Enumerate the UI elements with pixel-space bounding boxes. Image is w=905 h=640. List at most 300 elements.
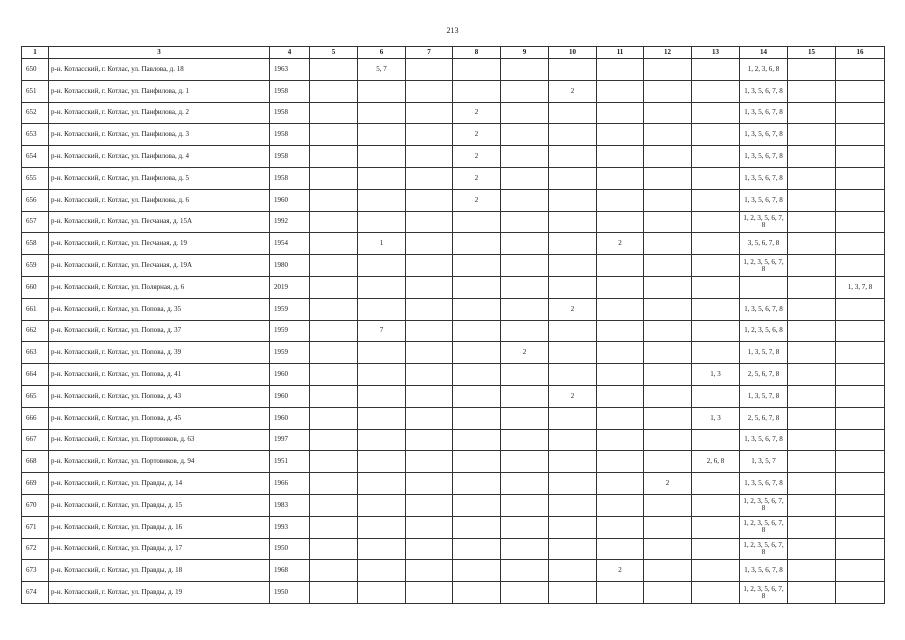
table-cell (644, 233, 692, 255)
table-cell (310, 429, 358, 451)
table-cell: 2 (453, 167, 501, 189)
table-cell (358, 342, 406, 364)
table-cell: 1960 (270, 407, 310, 429)
table-cell (788, 255, 836, 277)
table-cell: 3, 5, 6, 7, 8 (740, 233, 788, 255)
table-cell (310, 211, 358, 233)
table-header (22, 47, 885, 59)
table-cell: 1, 2, 3, 5, 6, 7, 8 (740, 538, 788, 560)
table-cell (836, 494, 885, 516)
table-cell (692, 167, 740, 189)
column-header: 10 (549, 47, 597, 59)
table-cell: 2 (549, 298, 597, 320)
table-cell (692, 255, 740, 277)
table-cell: р-н. Котласский, г. Котлас, ул. Панфилова, д. 5 (49, 167, 270, 189)
table-cell (597, 80, 644, 102)
table-cell (453, 582, 501, 604)
table-cell (644, 102, 692, 124)
table-cell: 7 (358, 320, 406, 342)
table-cell (406, 494, 453, 516)
table-cell (644, 538, 692, 560)
table-cell: 2019 (270, 276, 310, 298)
table-cell (788, 167, 836, 189)
table-cell: р-н. Котласский, г. Котлас, ул. Павлова, д. 18 (49, 59, 270, 81)
table-cell: р-н. Котласский, г. Котлас, ул. Песчаная, д. 19А (49, 255, 270, 277)
table-cell (597, 211, 644, 233)
table-row (22, 516, 885, 538)
table-cell: 1, 2, 3, 5, 6, 7, 8 (740, 516, 788, 538)
table-cell: 1993 (270, 516, 310, 538)
table-cell: р-н. Котласский, г. Котлас, ул. Правды, д. 19 (49, 582, 270, 604)
table-cell: 1960 (270, 364, 310, 386)
table-cell (549, 473, 597, 495)
column-header: 1 (22, 47, 49, 59)
table-row (22, 167, 885, 189)
table-cell (692, 320, 740, 342)
table-cell: 1, 3, 5, 7, 8 (740, 385, 788, 407)
table-cell (597, 124, 644, 146)
table-cell (406, 364, 453, 386)
table-cell (501, 276, 549, 298)
table-row (22, 494, 885, 516)
table-cell (310, 233, 358, 255)
table-cell: 1 (358, 233, 406, 255)
table-cell (310, 124, 358, 146)
table-cell (788, 320, 836, 342)
column-header: 14 (740, 47, 788, 59)
table-cell: р-н. Котласский, г. Котлас, ул. Попова, д. 43 (49, 385, 270, 407)
table-cell (358, 211, 406, 233)
table-cell (644, 451, 692, 473)
table-cell: 655 (22, 167, 49, 189)
table-cell (406, 124, 453, 146)
table-cell (692, 342, 740, 364)
table-cell (549, 516, 597, 538)
table-cell: 2 (549, 80, 597, 102)
table-cell (501, 364, 549, 386)
table-cell: 1959 (270, 298, 310, 320)
table-cell (310, 298, 358, 320)
table-cell: 1, 3, 5, 6, 7, 8 (740, 429, 788, 451)
table-cell: 654 (22, 146, 49, 168)
table-cell: 1, 3, 5, 6, 7, 8 (740, 189, 788, 211)
table-cell (788, 582, 836, 604)
table-cell (644, 429, 692, 451)
table-row (22, 233, 885, 255)
table-cell (788, 80, 836, 102)
table-cell (549, 582, 597, 604)
table-cell: 670 (22, 494, 49, 516)
table-cell (501, 385, 549, 407)
table-cell: 2 (453, 189, 501, 211)
table-cell (310, 146, 358, 168)
table-cell (310, 276, 358, 298)
table-cell: 671 (22, 516, 49, 538)
table-cell: 1, 2, 3, 5, 6, 7, 8 (740, 211, 788, 233)
table-cell: 1968 (270, 560, 310, 582)
table-cell (692, 429, 740, 451)
table-cell (836, 255, 885, 277)
column-header: 3 (49, 47, 270, 59)
table-row (22, 298, 885, 320)
table-cell (549, 233, 597, 255)
table-cell (788, 233, 836, 255)
table-cell: р-н. Котласский, г. Котлас, ул. Панфилова, д. 1 (49, 80, 270, 102)
table-cell (836, 582, 885, 604)
table-cell: р-н. Котласский, г. Котлас, ул. Попова, д. 41 (49, 364, 270, 386)
table-row (22, 538, 885, 560)
table-row (22, 473, 885, 495)
table-row (22, 342, 885, 364)
table-cell: 669 (22, 473, 49, 495)
table-cell: 2, 5, 6, 7, 8 (740, 364, 788, 386)
table-cell (692, 59, 740, 81)
table-cell: 663 (22, 342, 49, 364)
table-cell: 1950 (270, 582, 310, 604)
table-cell (788, 429, 836, 451)
table-cell (501, 429, 549, 451)
table-cell (597, 189, 644, 211)
table-row (22, 255, 885, 277)
table-cell (644, 516, 692, 538)
table-cell (692, 560, 740, 582)
column-header: 13 (692, 47, 740, 59)
table-cell (453, 516, 501, 538)
table-cell: 1958 (270, 124, 310, 146)
table-cell (453, 429, 501, 451)
table-cell: 658 (22, 233, 49, 255)
table-cell (788, 59, 836, 81)
table-cell (836, 298, 885, 320)
table-cell: 1, 3, 5, 7, 8 (740, 342, 788, 364)
table-row (22, 80, 885, 102)
table-cell (310, 582, 358, 604)
table-cell (358, 516, 406, 538)
table-cell (597, 342, 644, 364)
table-cell: 1, 2, 3, 5, 6, 7, 8 (740, 255, 788, 277)
table-cell (597, 451, 644, 473)
table-cell (406, 298, 453, 320)
table-cell (358, 146, 406, 168)
table-cell: 673 (22, 560, 49, 582)
table-cell (644, 167, 692, 189)
table-cell (597, 516, 644, 538)
table-cell: 2 (453, 102, 501, 124)
table-cell: р-н. Котласский, г. Котлас, ул. Полярная, д. 6 (49, 276, 270, 298)
table-row (22, 364, 885, 386)
column-header: 11 (597, 47, 644, 59)
table-cell (358, 80, 406, 102)
table-cell: 661 (22, 298, 49, 320)
table-cell (644, 146, 692, 168)
table-cell (692, 538, 740, 560)
table-cell (501, 582, 549, 604)
table-cell (788, 516, 836, 538)
table-cell (644, 298, 692, 320)
table-cell: р-н. Котласский, г. Котлас, ул. Попова, д. 39 (49, 342, 270, 364)
table-cell (453, 320, 501, 342)
table-cell (597, 407, 644, 429)
table-cell: 1980 (270, 255, 310, 277)
table-cell (788, 494, 836, 516)
table-cell (788, 298, 836, 320)
table-cell: 650 (22, 59, 49, 81)
table-cell (692, 494, 740, 516)
table-row (22, 146, 885, 168)
table-cell (644, 407, 692, 429)
table-cell (358, 255, 406, 277)
table-cell (692, 582, 740, 604)
table-cell: р-н. Котласский, г. Котлас, ул. Панфилова, д. 3 (49, 124, 270, 146)
table-cell: 1958 (270, 102, 310, 124)
table-cell (836, 342, 885, 364)
table-cell (453, 342, 501, 364)
table-row (22, 211, 885, 233)
table-cell (358, 298, 406, 320)
table-cell (406, 276, 453, 298)
table-cell (358, 167, 406, 189)
table-cell: р-н. Котласский, г. Котлас, ул. Портовиков, д. 94 (49, 451, 270, 473)
table-cell: р-н. Котласский, г. Котлас, ул. Правды, д. 16 (49, 516, 270, 538)
table-cell (549, 59, 597, 81)
table-cell: р-н. Котласский, г. Котлас, ул. Правды, д. 17 (49, 538, 270, 560)
table-cell (358, 494, 406, 516)
table-cell (453, 255, 501, 277)
table-cell: 1960 (270, 189, 310, 211)
table-cell (549, 451, 597, 473)
table-cell (358, 407, 406, 429)
table-cell (549, 276, 597, 298)
table-cell (692, 276, 740, 298)
table-cell (406, 560, 453, 582)
table-cell (597, 298, 644, 320)
table-cell: 1, 3, 5, 6, 7, 8 (740, 146, 788, 168)
table-cell: 1, 3, 5, 6, 7, 8 (740, 560, 788, 582)
table-row (22, 124, 885, 146)
column-header: 8 (453, 47, 501, 59)
table-cell (453, 276, 501, 298)
table-cell (501, 189, 549, 211)
table-cell (549, 429, 597, 451)
table-cell (310, 364, 358, 386)
table-cell: 1959 (270, 320, 310, 342)
table-row (22, 189, 885, 211)
table-cell (406, 146, 453, 168)
table-cell (836, 560, 885, 582)
table-cell: р-н. Котласский, г. Котлас, ул. Правды, д. 14 (49, 473, 270, 495)
table-cell (692, 473, 740, 495)
table-cell (597, 320, 644, 342)
table-cell: 672 (22, 538, 49, 560)
table-cell (549, 102, 597, 124)
table-cell (358, 364, 406, 386)
table-cell (453, 59, 501, 81)
table-cell (501, 451, 549, 473)
table-cell (788, 473, 836, 495)
table-cell (788, 189, 836, 211)
table-cell: 668 (22, 451, 49, 473)
table-cell (644, 80, 692, 102)
table-cell: 659 (22, 255, 49, 277)
table-cell (549, 146, 597, 168)
table-cell: 1960 (270, 385, 310, 407)
table-cell: 2 (453, 124, 501, 146)
table-cell (358, 560, 406, 582)
table-cell (310, 560, 358, 582)
table-cell (453, 364, 501, 386)
table-cell (501, 298, 549, 320)
table-cell (644, 560, 692, 582)
table-cell (740, 276, 788, 298)
table-cell (788, 342, 836, 364)
table-cell (358, 538, 406, 560)
table-cell (501, 516, 549, 538)
table-cell (501, 473, 549, 495)
table-cell: р-н. Котласский, г. Котлас, ул. Панфилова, д. 6 (49, 189, 270, 211)
table-cell (453, 233, 501, 255)
table-row (22, 451, 885, 473)
table-cell (836, 59, 885, 81)
table-cell: 1954 (270, 233, 310, 255)
table-row (22, 320, 885, 342)
table-cell (358, 582, 406, 604)
table-cell (501, 124, 549, 146)
table-cell (310, 167, 358, 189)
table-cell (501, 560, 549, 582)
table-row (22, 560, 885, 582)
table-cell (310, 102, 358, 124)
table-cell (453, 494, 501, 516)
table-cell (501, 255, 549, 277)
table-cell: 2 (549, 385, 597, 407)
table-cell (836, 473, 885, 495)
table-row (22, 102, 885, 124)
table-cell (310, 516, 358, 538)
table-cell (836, 124, 885, 146)
table-cell (310, 385, 358, 407)
table-cell (644, 364, 692, 386)
table-cell (597, 538, 644, 560)
table-cell (836, 451, 885, 473)
table-cell (788, 451, 836, 473)
table-row (22, 276, 885, 298)
table-cell (597, 255, 644, 277)
table-cell (597, 146, 644, 168)
table-cell (644, 189, 692, 211)
table-cell: 2, 6, 8 (692, 451, 740, 473)
table-cell (836, 211, 885, 233)
table-cell: 1997 (270, 429, 310, 451)
table-cell (644, 494, 692, 516)
table-cell (453, 473, 501, 495)
table-cell: 662 (22, 320, 49, 342)
table-cell (597, 582, 644, 604)
table-cell: 674 (22, 582, 49, 604)
table-cell (788, 102, 836, 124)
table-cell (836, 364, 885, 386)
table-cell: 653 (22, 124, 49, 146)
table-cell (836, 167, 885, 189)
table-cell (549, 364, 597, 386)
table-cell (836, 407, 885, 429)
table-cell: 5, 7 (358, 59, 406, 81)
table-cell (501, 211, 549, 233)
table-cell: 2 (597, 560, 644, 582)
column-header: 4 (270, 47, 310, 59)
table-cell: 1950 (270, 538, 310, 560)
table-cell (692, 102, 740, 124)
table-cell: 652 (22, 102, 49, 124)
column-header: 12 (644, 47, 692, 59)
table-cell (310, 473, 358, 495)
table-cell (406, 233, 453, 255)
table-cell (836, 102, 885, 124)
table-cell (549, 560, 597, 582)
table-cell (644, 342, 692, 364)
table-cell: 2, 5, 6, 7, 8 (740, 407, 788, 429)
table-cell (406, 59, 453, 81)
table-cell (692, 298, 740, 320)
table-cell (549, 494, 597, 516)
table-cell (501, 233, 549, 255)
table-cell: р-н. Котласский, г. Котлас, ул. Песчаная, д. 19 (49, 233, 270, 255)
column-header: 6 (358, 47, 406, 59)
table-cell: р-н. Котласский, г. Котлас, ул. Попова, д. 45 (49, 407, 270, 429)
table-cell (788, 124, 836, 146)
page-number: 213 (446, 26, 459, 35)
table-cell (406, 516, 453, 538)
table-cell: р-н. Котласский, г. Котлас, ул. Панфилова, д. 4 (49, 146, 270, 168)
table-cell (310, 342, 358, 364)
table-cell: р-н. Котласский, г. Котлас, ул. Правды, д. 18 (49, 560, 270, 582)
table-cell (310, 255, 358, 277)
table-cell: 1958 (270, 167, 310, 189)
table-cell (406, 451, 453, 473)
table-cell (549, 124, 597, 146)
table-cell (310, 451, 358, 473)
table-cell (692, 80, 740, 102)
table-cell (549, 320, 597, 342)
table-cell: р-н. Котласский, г. Котлас, ул. Правды, д. 15 (49, 494, 270, 516)
table-cell (406, 473, 453, 495)
table-cell (453, 385, 501, 407)
table-cell (597, 276, 644, 298)
table-row (22, 385, 885, 407)
table-cell (501, 407, 549, 429)
table-cell (453, 538, 501, 560)
table-cell: р-н. Котласский, г. Котлас, ул. Панфилова, д. 2 (49, 102, 270, 124)
table-cell (406, 211, 453, 233)
table-cell (644, 255, 692, 277)
table-cell: 660 (22, 276, 49, 298)
table-cell: 1983 (270, 494, 310, 516)
table-cell: 1966 (270, 473, 310, 495)
table-cell (692, 146, 740, 168)
table-cell (501, 59, 549, 81)
table-cell: 1, 3, 5, 7 (740, 451, 788, 473)
table-cell (597, 364, 644, 386)
table-cell (310, 407, 358, 429)
table-cell (501, 538, 549, 560)
table-cell: 1, 3, 5, 6, 7, 8 (740, 102, 788, 124)
column-header: 16 (836, 47, 885, 59)
table-cell (644, 59, 692, 81)
table-cell (692, 124, 740, 146)
table-cell (597, 385, 644, 407)
table-cell (549, 255, 597, 277)
table-cell: 667 (22, 429, 49, 451)
table-cell: 1, 3, 7, 8 (836, 276, 885, 298)
